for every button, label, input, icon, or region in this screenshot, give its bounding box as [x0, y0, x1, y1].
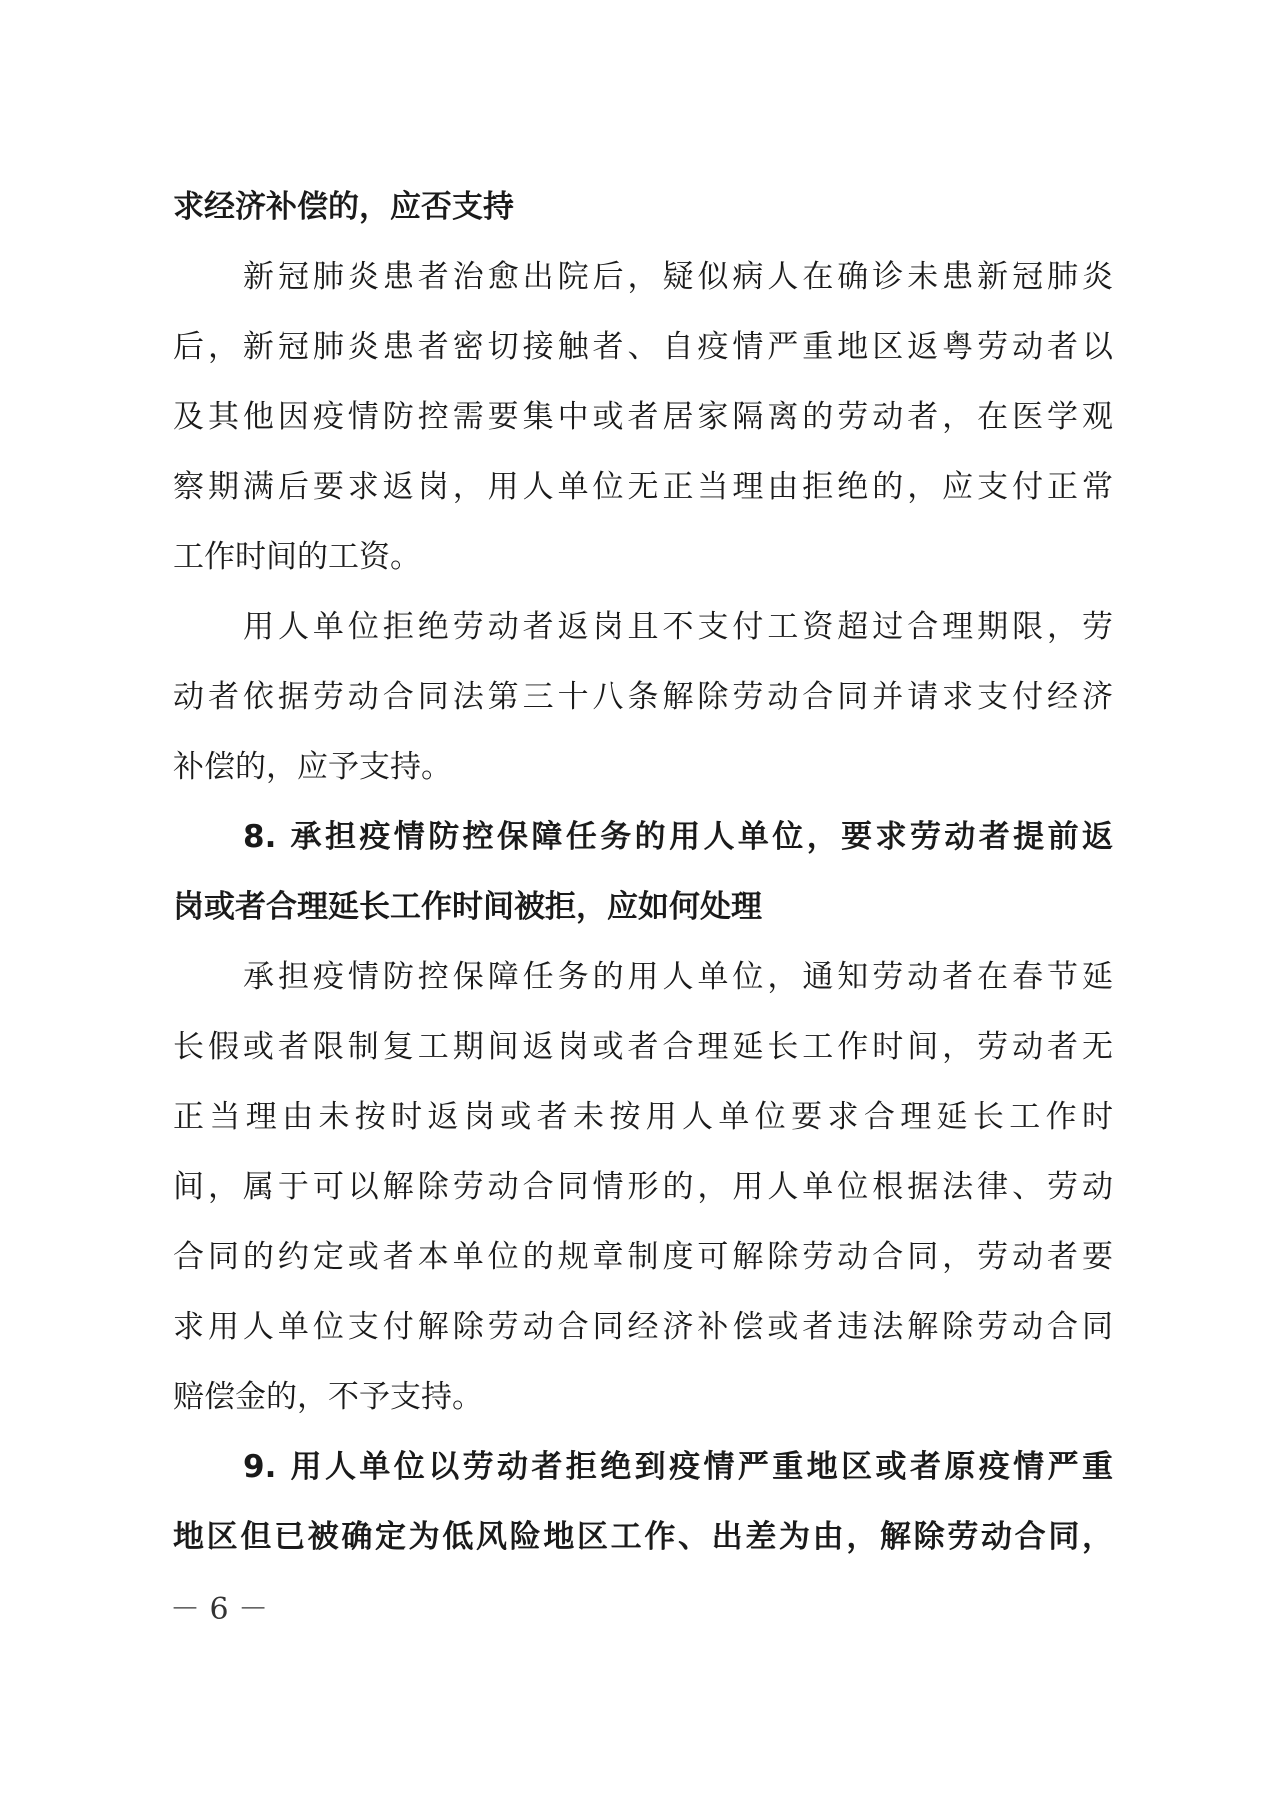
paragraph-line: 及其他因疫情防控需要集中或者居家隔离的劳动者，在医学观	[173, 399, 1113, 435]
paragraph-line: 赔偿金的，不予支持。	[173, 1379, 483, 1415]
paragraph-line: 承担疫情防控保障任务的用人单位，通知劳动者在春节延	[243, 959, 1113, 995]
paragraph-line: 求用人单位支付解除劳动合同经济补偿或者违法解除劳动合同	[173, 1309, 1113, 1345]
section-heading-9: 9. 用人单位以劳动者拒绝到疫情严重地区或者原疫情严重	[243, 1449, 1113, 1485]
heading-continuation: 求经济补偿的，应否支持	[173, 189, 514, 225]
paragraph-line: 后，新冠肺炎患者密切接触者、自疫情严重地区返粤劳动者以	[173, 329, 1113, 365]
paragraph-line: 用人单位拒绝劳动者返岗且不支付工资超过合理期限，劳	[243, 609, 1113, 645]
page-number: － 6 －	[170, 1592, 269, 1627]
section-heading-8: 岗或者合理延长工作时间被拒，应如何处理	[173, 889, 762, 925]
paragraph-line: 间，属于可以解除劳动合同情形的，用人单位根据法律、劳动	[173, 1169, 1113, 1205]
paragraph-line: 动者依据劳动合同法第三十八条解除劳动合同并请求支付经济	[173, 679, 1113, 715]
paragraph-line: 察期满后要求返岗，用人单位无正当理由拒绝的，应支付正常	[173, 469, 1113, 505]
paragraph-line: 合同的约定或者本单位的规章制度可解除劳动合同，劳动者要	[173, 1239, 1113, 1275]
section-heading-8: 8. 承担疫情防控保障任务的用人单位，要求劳动者提前返	[243, 819, 1113, 855]
section-heading-9: 地区但已被确定为低风险地区工作、出差为由，解除劳动合同，	[173, 1519, 1113, 1555]
paragraph-line: 新冠肺炎患者治愈出院后，疑似病人在确诊未患新冠肺炎	[243, 259, 1113, 295]
body-text	[173, 172, 1113, 1572]
paragraph-line: 工作时间的工资。	[173, 539, 421, 575]
paragraph-line: 正当理由未按时返岗或者未按用人单位要求合理延长工作时	[173, 1099, 1113, 1135]
paragraph-line: 补偿的，应予支持。	[173, 749, 452, 785]
paragraph-line: 长假或者限制复工期间返岗或者合理延长工作时间，劳动者无	[173, 1029, 1113, 1065]
